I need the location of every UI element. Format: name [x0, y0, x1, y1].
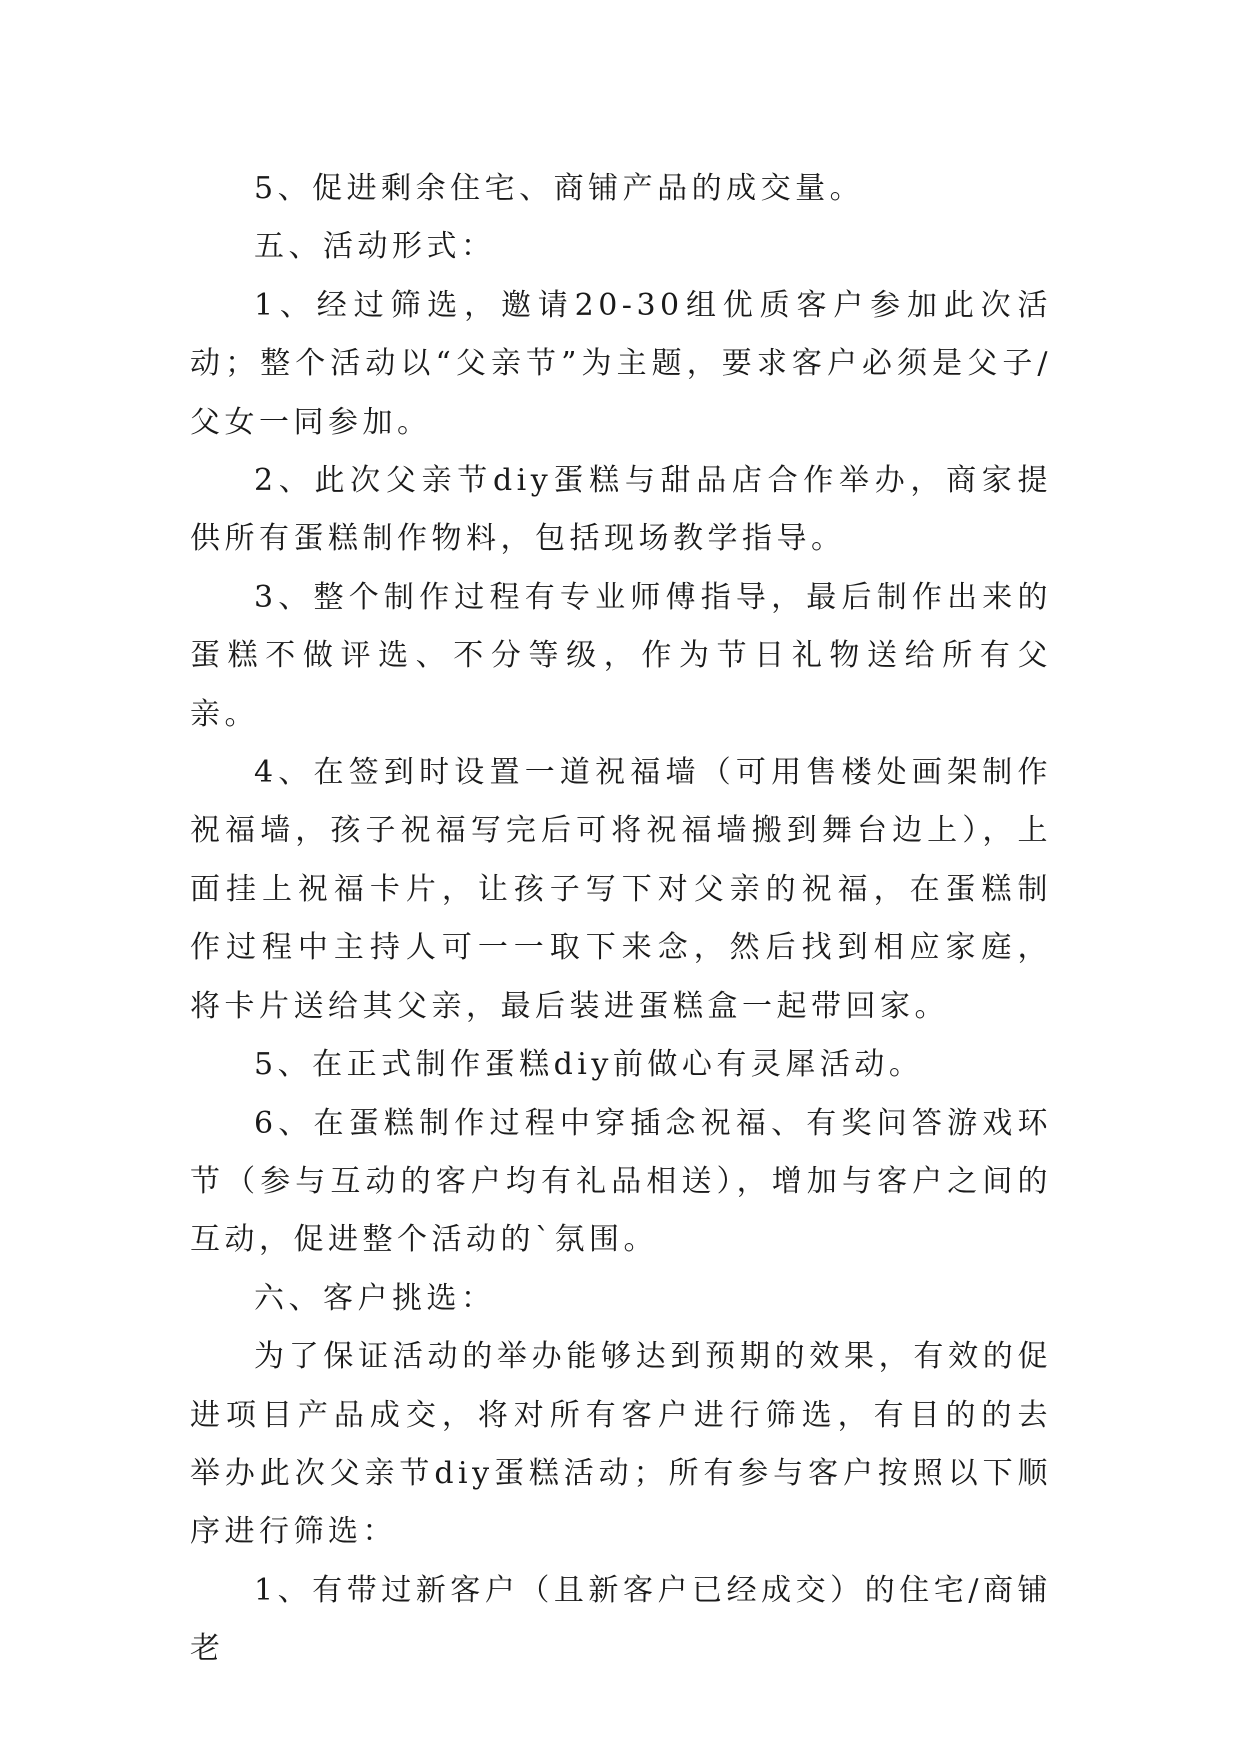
paragraph-format-2: 2、此次父亲节diy蛋糕与甜品店合作举办，商家提供所有蛋糕制作物料，包括现场教学指导。	[190, 463, 1052, 557]
paragraph-selection-intro: 为了保证活动的举办能够达到预期的效果，有效的促进项目产品成交，将对所有客户进行筛选，有目的的去举办此次父亲节diy蛋糕活动；所有参与客户按照以下顺序进行筛选：	[190, 1339, 1052, 1550]
paragraph-format-4: 4、在签到时设置一道祝福墙（可用售楼处画架制作祝福墙，孩子祝福写完后可将祝福墙搬到舞台边上），上面挂上祝福卡片，让孩子写下对父亲的祝福，在蛋糕制作过程中主持人可一一取下来念，然后找到相应家庭，将卡片送给其父亲，最后装进蛋糕盒一起带回家。	[190, 755, 1052, 1024]
paragraph-selection-1: 1、有带过新客户（且新客户已经成交）的住宅/商铺老	[190, 1572, 1052, 1667]
paragraph-format-3: 3、整个制作过程有专业师傅指导，最后制作出来的蛋糕不做评选、不分等级，作为节日礼物送给所有父亲。	[190, 579, 1052, 732]
paragraph-format-1: 1、经过筛选，邀请20-30组优质客户参加此次活动；整个活动以“父亲节”为主题，要求客户必须是父子/父女一同参加。	[190, 287, 1052, 440]
document-body	[190, 160, 1052, 1679]
paragraph-format-6: 6、在蛋糕制作过程中穿插念祝福、有奖问答游戏环节（参与互动的客户均有礼品相送），增加与客户之间的互动，促进整个活动的`氛围。	[190, 1105, 1052, 1258]
paragraph-format-5: 5、在正式制作蛋糕diy前做心有灵犀活动。	[254, 1047, 924, 1083]
heading-customer-selection: 六、客户挑选：	[254, 1280, 496, 1316]
heading-activity-format: 五、活动形式：	[254, 229, 496, 265]
paragraph-goal-5: 5、促进剩余住宅、商铺产品的成交量。	[254, 171, 865, 206]
